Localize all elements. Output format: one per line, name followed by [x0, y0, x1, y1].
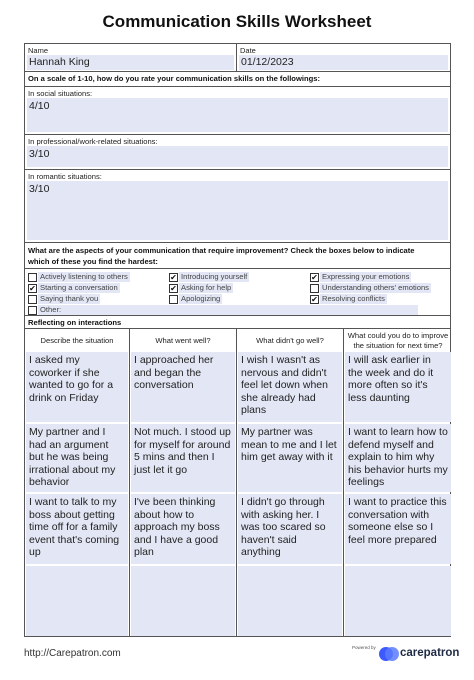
checkbox-box[interactable]: ✔ [311, 294, 318, 304]
checkbox-asking-help[interactable] [169, 283, 233, 294]
checkbox-saying-thank-you[interactable] [28, 294, 100, 305]
powered-by-label: Powered by [352, 645, 376, 650]
column-header-didnt-go-well: What didn't go well? [256, 335, 324, 345]
date-field[interactable]: 01/12/2023 [239, 55, 448, 70]
improvement-section-header [25, 243, 450, 269]
checkbox-box[interactable] [28, 273, 37, 282]
checkbox-starting-conversation[interactable] [28, 283, 120, 294]
table-cell[interactable]: Not much. I stood up for myself for around 5 mins and then I just let it go [131, 424, 235, 492]
name-field[interactable]: Hannah King [27, 55, 234, 70]
rating-romantic-field[interactable]: 3/10 [27, 181, 448, 240]
checkbox-box[interactable] [310, 284, 319, 293]
table-cell[interactable] [131, 566, 235, 636]
worksheet-form [24, 43, 451, 637]
reflecting-table [25, 329, 450, 636]
checkbox-label: Understanding others' emotions [322, 283, 429, 292]
checkbox-box[interactable]: ✔ [29, 283, 36, 293]
brand-name: carepatron [400, 647, 460, 659]
checkbox-listening[interactable] [28, 272, 130, 283]
column-divider [343, 329, 344, 636]
rating-section-header: On a scale of 1-10, how do you rate your communication skills on the followings: [25, 72, 450, 87]
improvement-checklist [25, 269, 450, 316]
column-header-went-well: What went well? [155, 335, 211, 345]
checkbox-label: Expressing your emotions [322, 272, 410, 281]
table-cell[interactable]: I want to practice this conversation with someone else so I feel more prepared [345, 494, 451, 564]
checkbox-box[interactable] [28, 295, 37, 304]
table-cell[interactable]: I want to talk to my boss about getting time off for a family event that's coming up [26, 494, 128, 564]
rating-professional-label: In professional/work-related situations: [28, 137, 158, 146]
checkbox-expressing-emotions[interactable] [310, 272, 411, 283]
checkbox-box[interactable] [169, 295, 178, 304]
date-cell [237, 44, 450, 72]
date-label: Date [240, 46, 256, 55]
rating-romantic [25, 170, 450, 243]
name-label: Name [28, 46, 49, 55]
checkbox-box[interactable]: ✔ [311, 272, 318, 282]
checkbox-understanding-emotions[interactable] [310, 283, 431, 294]
column-divider [236, 329, 237, 636]
table-cell[interactable]: I asked my coworker if she wanted to go for a drink on Friday [26, 352, 128, 422]
rating-social-field[interactable]: 4/10 [27, 98, 448, 132]
table-cell[interactable]: My partner and I had an argument but he was being irrational about my behavior [26, 424, 128, 492]
checkbox-label: Resolving conflicts [322, 294, 385, 303]
table-cell[interactable]: My partner was mean to me and I let him get away with it [238, 424, 342, 492]
carepatron-logo-icon [379, 646, 399, 662]
header-fields-row [25, 44, 450, 72]
checkbox-label: Saying thank you [40, 294, 99, 303]
rating-professional-field[interactable]: 3/10 [27, 146, 448, 167]
checkbox-box[interactable]: ✔ [170, 283, 177, 293]
checkbox-resolving-conflicts[interactable] [310, 294, 387, 305]
table-cell[interactable]: I approached her and began the conversation [131, 352, 235, 422]
checkbox-label: Starting a conversation [40, 283, 118, 292]
improvement-header-line2: which of these you find the hardest: [28, 257, 158, 266]
table-cell[interactable]: I wish I wasn't as nervous and didn't feel let down when she already had plans [238, 352, 342, 422]
checkbox-box[interactable]: ✔ [170, 272, 177, 282]
worksheet-title: Communication Skills Worksheet [102, 12, 372, 31]
checkbox-introducing[interactable] [169, 272, 249, 283]
table-cell[interactable]: I will ask earlier in the week and do it more often so it's less daunting [345, 352, 451, 422]
checkbox-other[interactable] [28, 305, 418, 316]
checkbox-label: Apologizing [181, 294, 221, 303]
rating-social [25, 87, 450, 135]
table-cell[interactable] [238, 566, 342, 636]
carepatron-link[interactable]: http://Carepatron.com [24, 648, 121, 659]
table-cell[interactable] [345, 566, 451, 636]
table-cell[interactable]: I want to learn how to defend myself and explain to him why his behavior hurts my feelings [345, 424, 451, 492]
reflecting-section-header: Reflecting on interactions [25, 316, 450, 329]
table-cell[interactable]: I've been thinking about how to approach my boss and I have a good plan [131, 494, 235, 564]
carepatron-brand [352, 644, 460, 664]
checkbox-label: Actively listening to others [40, 272, 128, 281]
checkbox-apologizing[interactable] [169, 294, 222, 305]
column-header-improve: What could you do to improve the situation for next time? [347, 330, 449, 350]
checkbox-label: Introducing yourself [181, 272, 248, 281]
table-cell[interactable]: I didn't go through with asking her. I was too scared so haven't said anything [238, 494, 342, 564]
column-divider [129, 329, 130, 636]
rating-professional [25, 135, 450, 170]
rating-social-label: In social situations: [28, 89, 93, 98]
table-cell[interactable] [26, 566, 128, 636]
other-field[interactable]: Other: [38, 305, 418, 315]
rating-romantic-label: In romantic situations: [28, 172, 102, 181]
checkbox-box[interactable] [28, 306, 37, 315]
column-header-situation: Describe the situation [40, 335, 114, 345]
name-cell [25, 44, 237, 72]
checkbox-label: Asking for help [181, 283, 232, 292]
improvement-header-line1: What are the aspects of your communication that require improvement? Check the boxes below to indicate [28, 246, 415, 255]
